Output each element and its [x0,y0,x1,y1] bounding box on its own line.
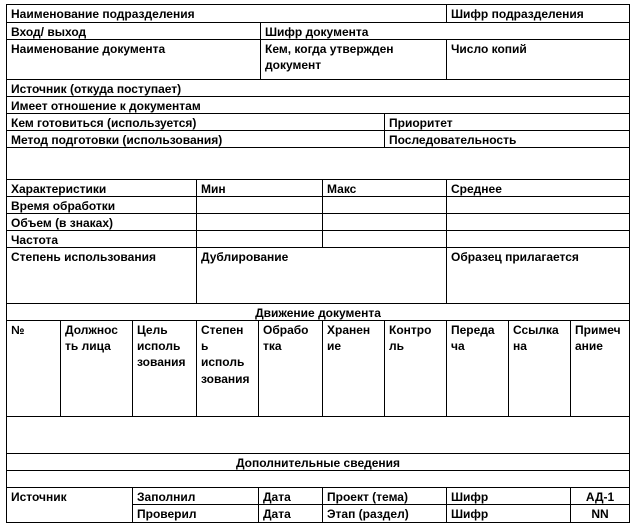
stats-value-cell [322,196,447,214]
unit-name-cell: Наименование подразделения [6,4,447,23]
doc-name-cell: Наименование документа [6,39,261,80]
movement-col-processing: Обрабо тка [258,320,323,417]
footer-source-cell: Источник [6,487,133,523]
movement-title: Движение документа [6,303,630,321]
movement-col-position: Должнос ть лица [60,320,133,417]
blank-row [6,470,630,488]
stats-header-avg: Среднее [446,179,630,197]
footer-project-cell: Проект (тема) [322,487,447,505]
movement-col-storage: Хранен ие [322,320,385,417]
priority-cell: Приоритет [384,113,630,131]
footer-checked-cell: Проверил [132,504,259,523]
duplication-cell: Дублирование [196,247,447,304]
footer-stage-cell: Этап (раздел) [322,504,447,523]
unit-code-cell: Шифр подразделения [446,4,630,23]
movement-col-reference: Ссылка на [508,320,571,417]
stats-value-cell [446,213,630,231]
prepared-by-cell: Кем готовиться (используется) [6,113,385,131]
approved-by-cell: Кем, когда утвержден документ [260,39,447,80]
movement-col-usage: Степен ь исполь зования [196,320,259,417]
document-form [6,4,630,526]
stats-value-cell [446,230,630,248]
sequence-cell: Последовательность [384,130,630,148]
stats-value-cell [446,196,630,214]
doc-code-cell: Шифр документа [260,22,630,40]
stats-value-cell [196,230,323,248]
stats-row-label: Частота [6,230,197,248]
in-out-cell: Вход/ выход [6,22,261,40]
stats-value-cell [196,213,323,231]
sample-cell: Образец прилагается [446,247,630,304]
stats-header-characteristics: Характеристики [6,179,197,197]
stats-header-max: Макс [322,179,447,197]
blank-row [6,416,630,454]
stats-header-min: Мин [196,179,323,197]
movement-col-purpose: Цель исполь зования [132,320,197,417]
stats-value-cell [196,196,323,214]
footer-form-id-cell: АД-1 [570,487,630,505]
stats-value-cell [322,213,447,231]
footer-filled-cell: Заполнил [132,487,259,505]
source-cell: Источник (откуда поступает) [6,79,630,97]
stats-row-label: Объем (в знаках) [6,213,197,231]
stats-row-label: Время обработки [6,196,197,214]
relation-cell: Имеет отношение к документам [6,96,630,114]
movement-col-control: Контро ль [384,320,447,417]
footer-date-cell: Дата [258,487,323,505]
footer-code-cell: Шифр [446,504,571,523]
blank-row [6,147,630,180]
stats-value-cell [322,230,447,248]
movement-col-transfer: Переда ча [446,320,509,417]
footer-date-cell: Дата [258,504,323,523]
movement-col-note: Примеч ание [570,320,630,417]
usage-degree-cell: Степень использования [6,247,197,304]
copies-cell: Число копий [446,39,630,80]
method-cell: Метод подготовки (использования) [6,130,385,148]
movement-col-number: № [6,320,61,417]
footer-number-cell: NN [570,504,630,523]
footer-code-cell: Шифр [446,487,571,505]
additional-title: Дополнительные сведения [6,453,630,471]
